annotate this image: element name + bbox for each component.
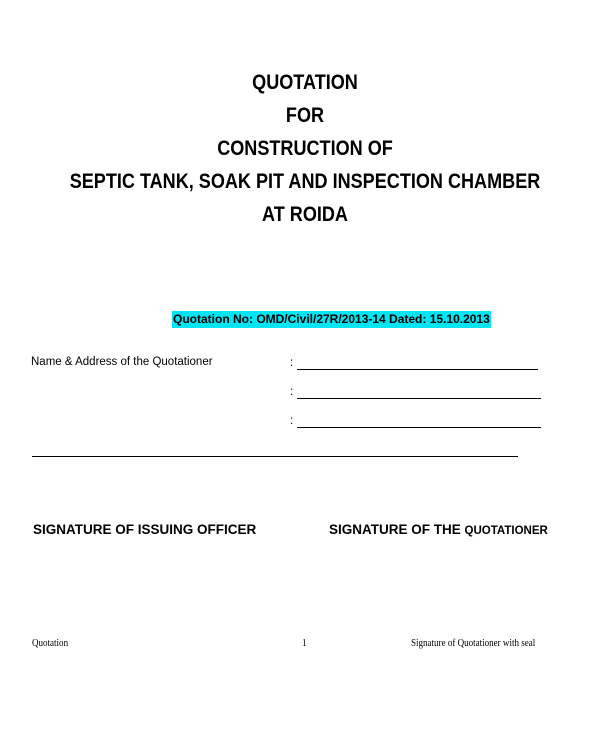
quotation-number: Quotation No: OMD/Civil/27R/2013-14 Dated: 15.10.2013 bbox=[173, 312, 490, 326]
title-line-project: SEPTIC TANK, SOAK PIT AND INSPECTION CHAMBER bbox=[69, 170, 541, 193]
quotationer-signature-prefix: SIGNATURE OF THE bbox=[329, 522, 461, 537]
address-underline bbox=[297, 398, 541, 399]
field-colon: : bbox=[290, 357, 294, 369]
title-line-quotation: QUOTATION bbox=[252, 71, 358, 94]
quotationer-signature-suffix: QUOTATIONER bbox=[464, 525, 548, 537]
title-line-for: FOR bbox=[285, 104, 325, 127]
footer-page-number: 1 bbox=[302, 637, 307, 649]
document-title bbox=[0, 66, 600, 231]
quotationer-signature-label bbox=[329, 522, 548, 537]
address-underline bbox=[297, 369, 538, 370]
footer-left: Quotation bbox=[32, 637, 69, 649]
address-label: Name & Address of the Quotationer bbox=[31, 356, 213, 368]
title-line-location: AT ROIDA bbox=[262, 203, 348, 226]
title-line-construction: CONSTRUCTION OF bbox=[217, 137, 393, 160]
address-underline bbox=[297, 427, 541, 428]
field-colon: : bbox=[290, 415, 294, 427]
footer-right: Signature of Quotationer with seal bbox=[411, 637, 536, 649]
field-colon: : bbox=[290, 386, 294, 398]
issuing-officer-signature-label: SIGNATURE OF ISSUING OFFICER bbox=[33, 522, 257, 537]
address-line-full[interactable] bbox=[32, 456, 518, 457]
